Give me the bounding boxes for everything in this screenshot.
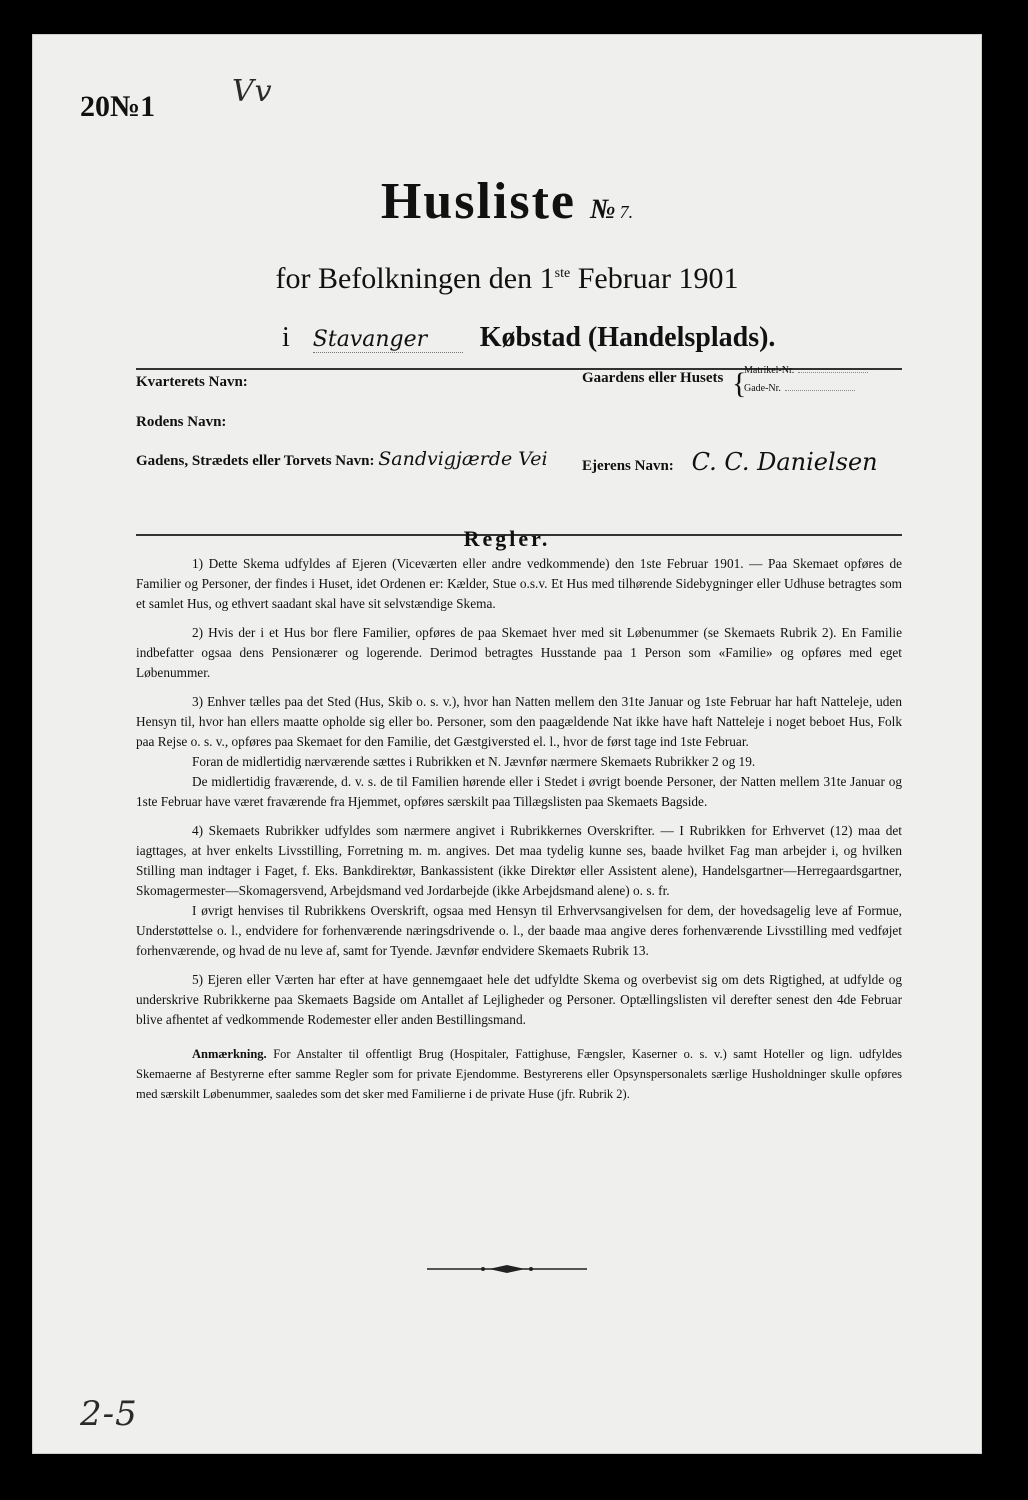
- ejer-value-handwritten: C. C. Danielsen: [691, 448, 878, 476]
- rule-5: 5) Ejeren eller Værten har efter at have gennemgaaet hele det udfyldte Skema og overbevist sig om dets Rigtighed, at udfylde og underskrive Rubrikkerne paa Skemaets Bagside om Antallet af Lejligheder og Personer. Optællingslisten vil derefter senest den 4de Februar blive afhentet af vedkommende Rodemester eller anden Bestillingsmand.: [136, 972, 902, 1027]
- town-line: [282, 322, 775, 354]
- note: [136, 1044, 902, 1104]
- reference-number: 20№1: [80, 90, 156, 123]
- note-text: For Anstalter til offentligt Brug (Hospitaler, Fattighuse, Fængsler, Kaserner o. s. v.) samt Hoteller og lign. udfyldes Skemaerne af Bestyrerne efter samme Regler som for private Ejendomme. Bestyrerens eller Opsynspersonalets særlige Husholdninger skulle opføres med særskilt Løbenummer, saaledes som det sker med Familierne i de private Huse (jfr. Rubrik 2).: [136, 1047, 903, 1101]
- gaard-sub-labels: [744, 362, 868, 398]
- rule-3a: 3) Enhver tælles paa det Sted (Hus, Skib o. s. v.), hvor han Natten mellem den 31te Januar og 1ste Februar har haft Natteleje, uden Hensyn til, hvor han ellers maatte opholde sig eller bo. Personer, som den paagældende Nat ikke have haft Natteleje i noget beboet Hus, Folk paa Rejse o. s. v., opføres paa Skemaet for den Familie, det Gæstgiversted el. l., hvor de først tage ind 1ste Februar.: [136, 694, 902, 749]
- gaard-label: Gaardens eller Husets: [582, 370, 724, 386]
- gaard-bracket: {: [732, 367, 747, 400]
- gade-nr-label: Gade-Nr.: [744, 380, 868, 398]
- town-prefix: i: [282, 322, 290, 353]
- handwritten-count: 2-5: [80, 1394, 138, 1434]
- census-form-page: [32, 34, 982, 1454]
- kvarter-label: Kvarterets Navn:: [136, 374, 248, 390]
- ejer-field: [582, 448, 878, 476]
- kvarter-field: [136, 374, 248, 391]
- handwritten-initials: Vv: [232, 74, 273, 109]
- form-number-value: 7.: [619, 202, 634, 222]
- rule-4b: I øvrigt henvises til Rubrikkens Overskrift, ogsaa med Hensyn til Erhvervsangivelsen for dem, der hovedsagelig leve af Formue, Understøttelse o. l., endvidere for forhenværende næringsdrivende o. l., der baade maa angive deres forhenværende Livsstilling med vedføjet forhenværende, og hvad de nu leve af, samt for Tyende. Jævnfør endvidere Skemaets Rubrik 13.: [136, 903, 902, 958]
- subtitle-date: Februar 1901: [570, 262, 739, 295]
- form-subtitle: [32, 262, 982, 296]
- rule-1: 1) Dette Skema udfyldes af Ejeren (Viceværten eller andre vedkommende) den 1ste Februar 1901. — Paa Skemaet opføres de Familier og Personer, der findes i Huset, idet Ordenen er: Kælder, Stue o.s.v. Et Hus med tilhørende Sidebygninger eller Udhuse betragtes som et samlet Hus, og ethvert saadant skal have sit selvstændige Skema.: [136, 556, 902, 611]
- matrikel-label: Matrikel-Nr.: [744, 362, 868, 380]
- rode-label: Rodens Navn:: [136, 414, 227, 430]
- gade-field: [136, 448, 548, 470]
- rules-title: Regler.: [463, 526, 551, 551]
- form-title: Husliste: [380, 173, 576, 230]
- town-type: Købstad (Handelsplads).: [479, 322, 776, 353]
- ejer-label: Ejerens Navn:: [582, 458, 674, 474]
- town-name-handwritten: Stavanger: [313, 327, 463, 353]
- rode-field: [136, 414, 226, 431]
- subtitle-text: for Befolkningen den 1: [275, 262, 555, 295]
- rule-3c: De midlertidig fraværende, d. v. s. de til Familien hørende eller i Stedet i øvrigt boende Personer, der Natten mellem 31te Januar og 1ste Februar have været fraværende fra Hjemmet, opføres særskilt paa Tillægslisten paa Skemaets Bagside.: [136, 774, 902, 809]
- rule-2: 2) Hvis der i et Hus bor flere Familier, opføres de paa Skemaet hver med sit Løbenummer (se Skemaets Rubrik 2). En Familie indbefatter ogsaa dens Pensionærer og logerende. Derimod betragtes Husstande paa 1 Person som «Familie» og opføres med eget Løbenummer.: [136, 625, 902, 680]
- gade-value-handwritten: Sandvigjærde Vei: [378, 448, 548, 470]
- gade-label: Gadens, Strædets eller Torvets Navn:: [136, 453, 375, 469]
- note-label: Anmærkning.: [192, 1047, 267, 1061]
- rule-4a: 4) Skemaets Rubrikker udfyldes som nærmere angivet i Rubrikkernes Overskrifter. — I Rubrikken for Erhvervet (12) maa det iagttages, at hver enkelts Livsstilling, Forretning m. m. angives. Det maa tydelig kunne ses, baade hvilket Fag man arbejder i, og hvilken Stilling man indtager i Faget, f. Eks. Bankdirektør, Bankassistent (ikke Direktør eller Assistent alene), Handelsgartner—Herregaardsgartner, Skomagermester—Skomagersvend, Arbejdsmand ved Jordarbejde (ikke Arbejdsmand alene) o. s. fr.: [136, 823, 902, 898]
- ornament-divider: [427, 1264, 587, 1274]
- rules-body: [136, 554, 902, 1113]
- subtitle-sup: ste: [554, 266, 571, 281]
- rule-3b: Foran de midlertidig nærværende sættes i Rubrikken et N. Jævnfør nærmere Skemaets Rubrikker 2 og 19.: [192, 754, 756, 769]
- form-number-label: №: [590, 194, 616, 225]
- title-row: [32, 172, 982, 231]
